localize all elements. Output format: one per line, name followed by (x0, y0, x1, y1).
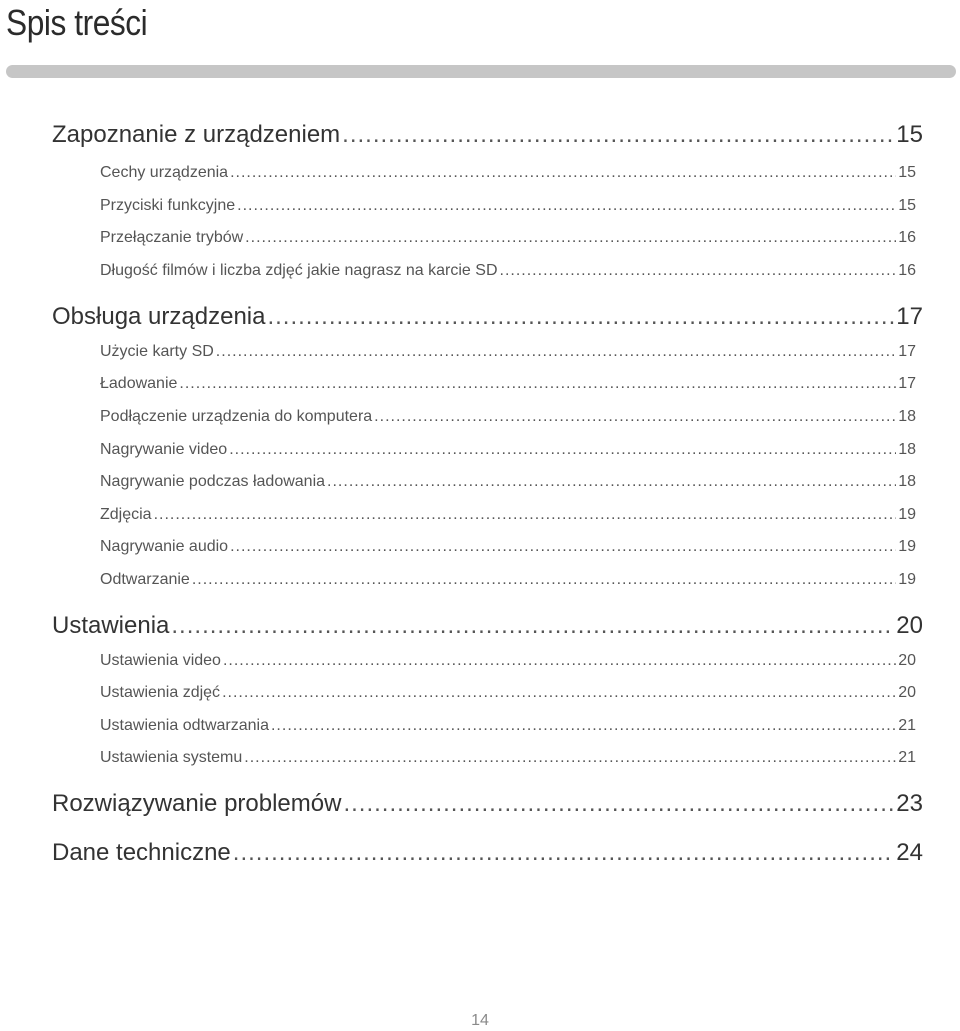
toc-entry-page: 21 (898, 717, 916, 734)
toc-dot-leader (343, 790, 894, 818)
toc-dot-leader (222, 684, 896, 702)
toc-dot-leader (229, 441, 896, 459)
toc-entry-przelaczanie[interactable] (100, 229, 916, 247)
toc-entry-page: 17 (898, 343, 916, 360)
toc-dot-leader (271, 717, 896, 735)
toc-entry-label: Przyciski funkcyjne (100, 197, 236, 214)
toc-entry-label: Nagrywanie video (100, 441, 228, 458)
toc-dot-leader (192, 571, 896, 589)
toc-entry-ustawienia-zdjec[interactable] (100, 684, 916, 702)
toc-dot-leader (237, 197, 896, 215)
toc-entry-label: Nagrywanie podczas ładowania (100, 473, 326, 490)
toc-entry-odtwarzanie[interactable] (100, 571, 916, 589)
toc-dot-leader (374, 408, 896, 426)
toc-dot-leader (230, 538, 896, 556)
toc-entry-page: 18 (898, 408, 916, 425)
toc-entry-dlugosc[interactable] (100, 262, 916, 280)
page-number: 14 (471, 1012, 489, 1029)
toc-entry-page: 15 (896, 121, 923, 148)
toc-entry-label: Długość filmów i liczba zdjęć jakie nagrasz na karcie SD (100, 262, 498, 279)
toc-entry-page: 15 (898, 164, 916, 181)
toc-entry-podlaczenie[interactable] (100, 408, 916, 426)
toc-entry-page: 24 (896, 839, 923, 866)
page-title: Spis treści (6, 2, 148, 43)
toc-entry-label: Podłączenie urządzenia do komputera (100, 408, 373, 425)
toc-entry-label: Ustawienia (52, 612, 170, 639)
toc-entry-page: 19 (898, 506, 916, 523)
toc-dot-leader (327, 473, 896, 491)
toc-entry-label: Dane techniczne (52, 839, 231, 866)
toc-entry-label: Rozwiązywanie problemów (52, 790, 342, 817)
toc-entry-label: Przełączanie trybów (100, 229, 244, 246)
toc-entry-label: Ładowanie (100, 375, 178, 392)
toc-entry-zapoznanie[interactable] (52, 121, 923, 149)
toc-dot-leader (500, 262, 897, 280)
toc-entry-ustawienia-systemu[interactable] (100, 749, 916, 767)
toc-entry-ustawienia-video[interactable] (100, 652, 916, 670)
toc-dot-leader (342, 121, 894, 149)
toc-entry-page: 18 (898, 441, 916, 458)
toc-entry-label: Zdjęcia (100, 506, 152, 523)
toc-entry-ladowanie[interactable] (100, 375, 916, 393)
toc-entry-page: 19 (898, 571, 916, 588)
toc-entry-page: 15 (898, 197, 916, 214)
toc-entry-page: 16 (898, 262, 916, 279)
toc-entry-page: 20 (896, 612, 923, 639)
toc-entry-page: 21 (898, 749, 916, 766)
toc-dot-leader (267, 303, 894, 331)
toc-dot-leader (245, 229, 896, 247)
toc-entry-nagrywanie-audio[interactable] (100, 538, 916, 556)
toc-dot-leader (233, 839, 895, 867)
toc-entry-obsluga[interactable] (52, 303, 923, 331)
toc-dot-leader (154, 506, 897, 524)
toc-entry-page: 20 (898, 684, 916, 701)
toc-entry-label: Ustawienia systemu (100, 749, 243, 766)
toc-entry-page: 17 (896, 303, 923, 330)
toc-entry-label: Obsługa urządzenia (52, 303, 266, 330)
toc-dot-leader (244, 749, 896, 767)
toc-entry-page: 20 (898, 652, 916, 669)
toc-entry-nagrywanie-video[interactable] (100, 441, 916, 459)
toc-entry-label: Nagrywanie audio (100, 538, 229, 555)
toc-entry-label: Ustawienia zdjęć (100, 684, 221, 701)
toc-entry-label: Ustawienia odtwarzania (100, 717, 269, 734)
toc-entry-karta-sd[interactable] (100, 343, 916, 361)
toc-entry-page: 19 (898, 538, 916, 555)
toc-dot-leader (230, 164, 896, 182)
toc-entry-label: Ustawienia video (100, 652, 221, 669)
toc-dot-leader (216, 343, 896, 361)
toc-entry-zdjecia[interactable] (100, 506, 916, 524)
toc-entry-label: Użycie karty SD (100, 343, 214, 360)
toc-entry-page: 17 (898, 375, 916, 392)
toc-entry-label: Zapoznanie z urządzeniem (52, 121, 341, 148)
toc-entry-label: Cechy urządzenia (100, 164, 229, 181)
toc-entry-label: Odtwarzanie (100, 571, 190, 588)
toc-entry-dane-techniczne[interactable] (52, 839, 923, 867)
toc-entry-page: 16 (898, 229, 916, 246)
toc-dot-leader (179, 375, 896, 393)
toc-entry-rozwiazywanie[interactable] (52, 790, 923, 818)
toc-dot-leader (171, 612, 894, 640)
toc-entry-ustawienia[interactable] (52, 612, 923, 640)
toc-entry-nagrywanie-ladowanie[interactable] (100, 473, 916, 491)
toc-entry-page: 23 (896, 790, 923, 817)
toc-entry-przyciski[interactable] (100, 197, 916, 215)
toc-entry-page: 18 (898, 473, 916, 490)
toc-entry-cechy[interactable] (100, 164, 916, 182)
toc-dot-leader (223, 652, 896, 670)
toc-entry-ustawienia-odtwarzania[interactable] (100, 717, 916, 735)
